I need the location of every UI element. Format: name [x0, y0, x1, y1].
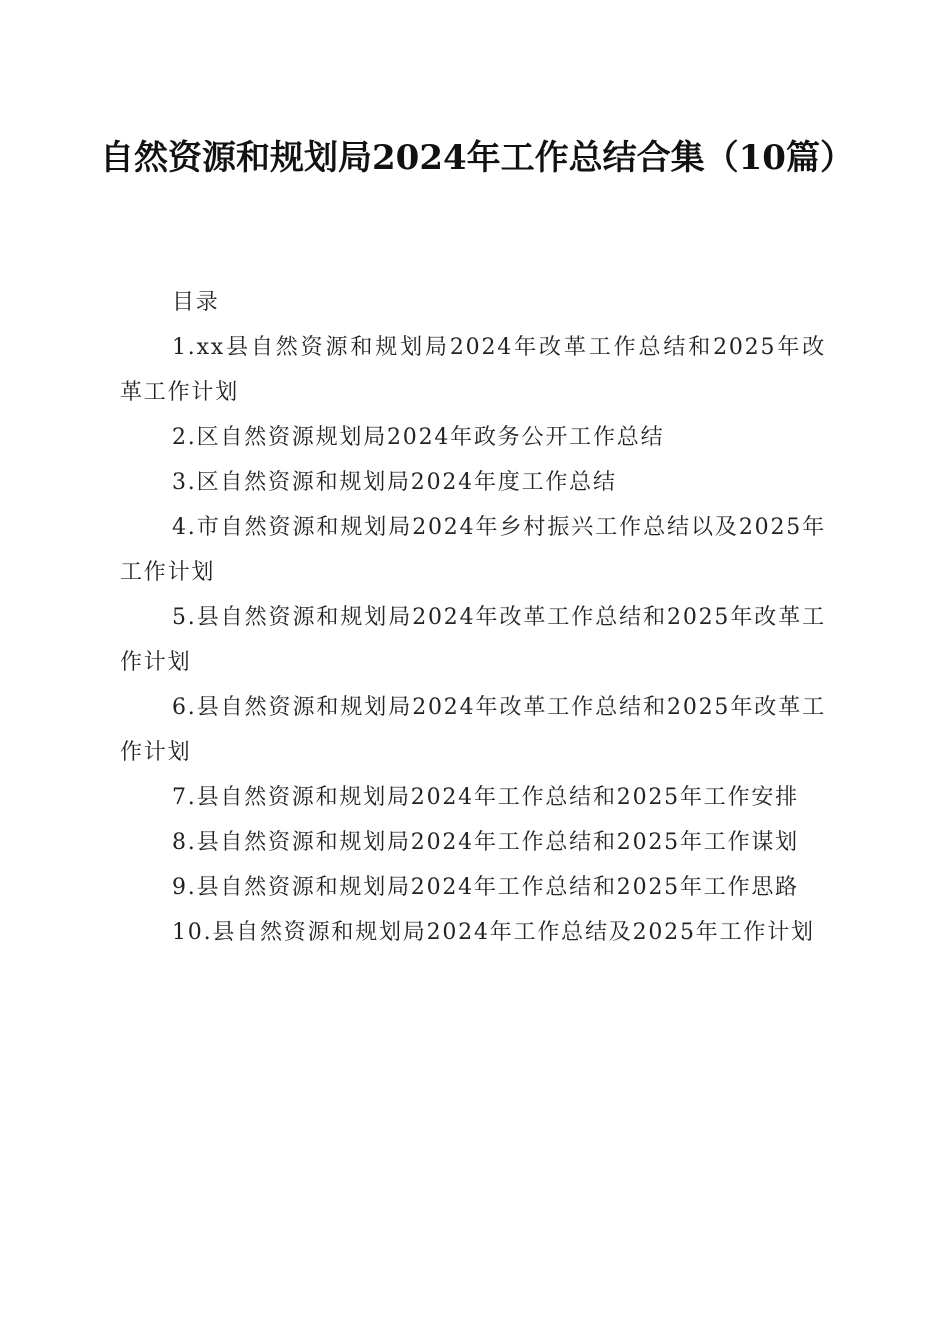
- toc-item-6: 6.县自然资源和规划局2024年改革工作总结和2025年改革工作计划: [120, 695, 826, 765]
- document-title: 自然资源和规划局2024年工作总结合集（10篇）: [100, 138, 854, 178]
- toc-item-7: 7.县自然资源和规划局2024年工作总结和2025年工作安排: [172, 785, 799, 810]
- toc-item-2: 2.区自然资源规划局2024年政务公开工作总结: [172, 425, 665, 450]
- toc-item-10: 10.县自然资源和规划局2024年工作总结及2025年工作计划: [172, 920, 815, 945]
- toc-heading: 目录: [172, 290, 220, 315]
- toc-item-1: 1.xx县自然资源和规划局2024年改革工作总结和2025年改革工作计划: [120, 335, 826, 405]
- toc-item-5: 5.县自然资源和规划局2024年改革工作总结和2025年改革工作计划: [120, 605, 826, 675]
- toc-item-8: 8.县自然资源和规划局2024年工作总结和2025年工作谋划: [172, 830, 799, 855]
- table-of-contents: [120, 280, 826, 955]
- toc-item-9: 9.县自然资源和规划局2024年工作总结和2025年工作思路: [172, 875, 799, 900]
- toc-item-4: 4.市自然资源和规划局2024年乡村振兴工作总结以及2025年工作计划: [120, 515, 826, 585]
- toc-item-3: 3.区自然资源和规划局2024年度工作总结: [172, 470, 617, 495]
